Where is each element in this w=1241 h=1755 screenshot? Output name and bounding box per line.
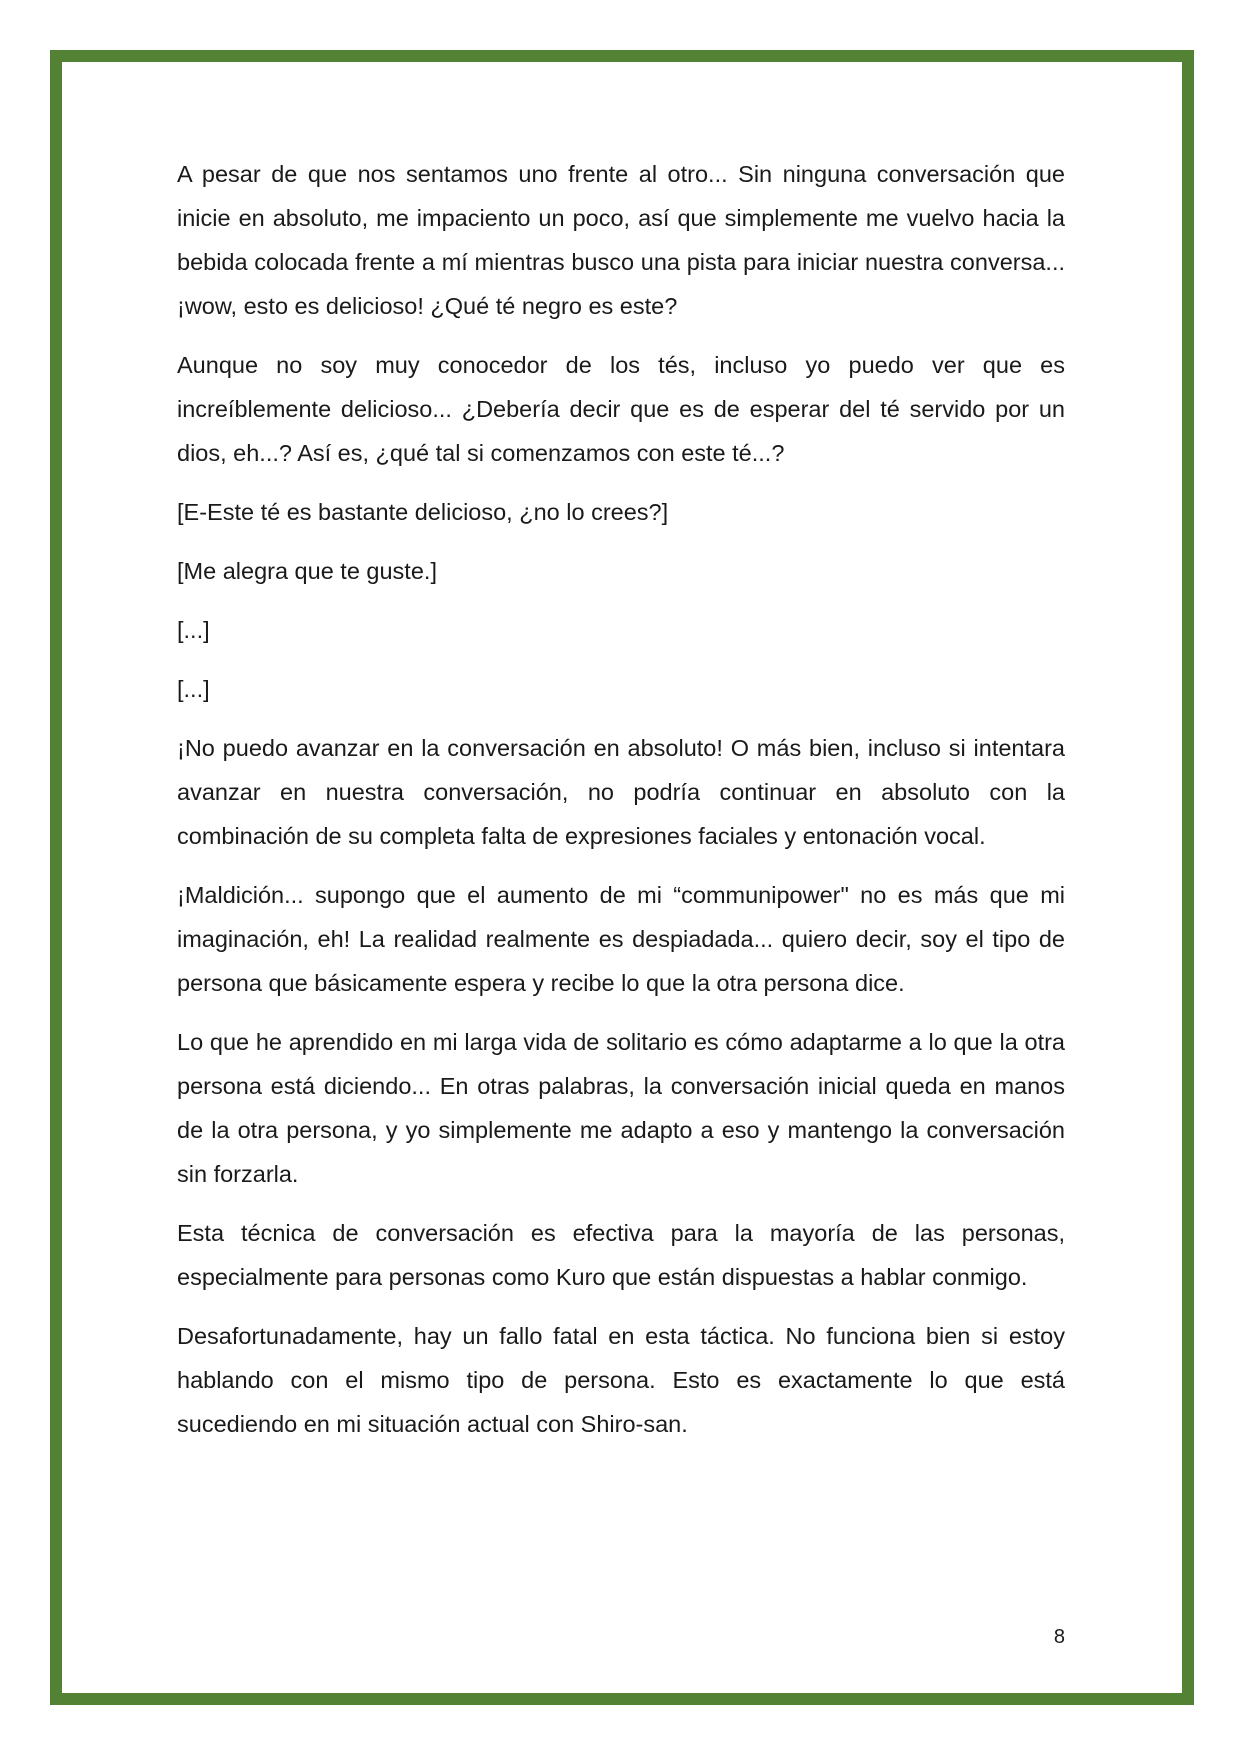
paragraph: ¡Maldición... supongo que el aumento de mi “communipower" no es más que mi imaginación, eh! La realidad realmente es despiadada... quiero decir, soy el tipo de persona que básicamente espera y recibe lo que la otra persona dice. [177, 882, 1065, 996]
document-body [177, 152, 1065, 1461]
paragraph: Aunque no soy muy conocedor de los tés, incluso yo puedo ver que es increíblemente delicioso... ¿Debería decir que es de esperar del té servido por un dios, eh...? Así es, ¿qué tal si comenzamos con este té...? [177, 352, 1065, 466]
paragraph: ¡No puedo avanzar en la conversación en absoluto! O más bien, incluso si intentara avanzar en nuestra conversación, no podría continuar en absoluto con la combinación de su completa falta de expresiones faciales y entonación vocal. [177, 735, 1065, 849]
page-number: 8 [1053, 1626, 1065, 1648]
paragraph: Desafortunadamente, hay un fallo fatal en esta táctica. No funciona bien si estoy hablando con el mismo tipo de persona. Esto es exactamente lo que está sucediendo en mi situación actual con Shiro-san. [177, 1323, 1065, 1437]
dialogue-line: [E-Este té es bastante delicioso, ¿no lo crees?] [177, 499, 669, 525]
paragraph: Esta técnica de conversación es efectiva para la mayoría de las personas, especialmente para personas como Kuro que están dispuestas a hablar conmigo. [177, 1220, 1065, 1290]
paragraph: Lo que he aprendido en mi larga vida de solitario es cómo adaptarme a lo que la otra persona está diciendo... En otras palabras, la conversación inicial queda en manos de la otra persona, y yo simplemente me adapto a eso y mantengo la conversación sin forzarla. [177, 1029, 1065, 1187]
paragraph: A pesar de que nos sentamos uno frente al otro... Sin ninguna conversación que inicie en absoluto, me impaciento un poco, así que simplemente me vuelvo hacia la bebida colocada frente a mí mientras busco una pista para iniciar nuestra conversa... ¡wow, esto es delicioso! ¿Qué té negro es este? [177, 161, 1065, 319]
dialogue-line: [...] [177, 617, 210, 643]
dialogue-line: [Me alegra que te guste.] [177, 558, 437, 584]
dialogue-line: [...] [177, 676, 210, 702]
